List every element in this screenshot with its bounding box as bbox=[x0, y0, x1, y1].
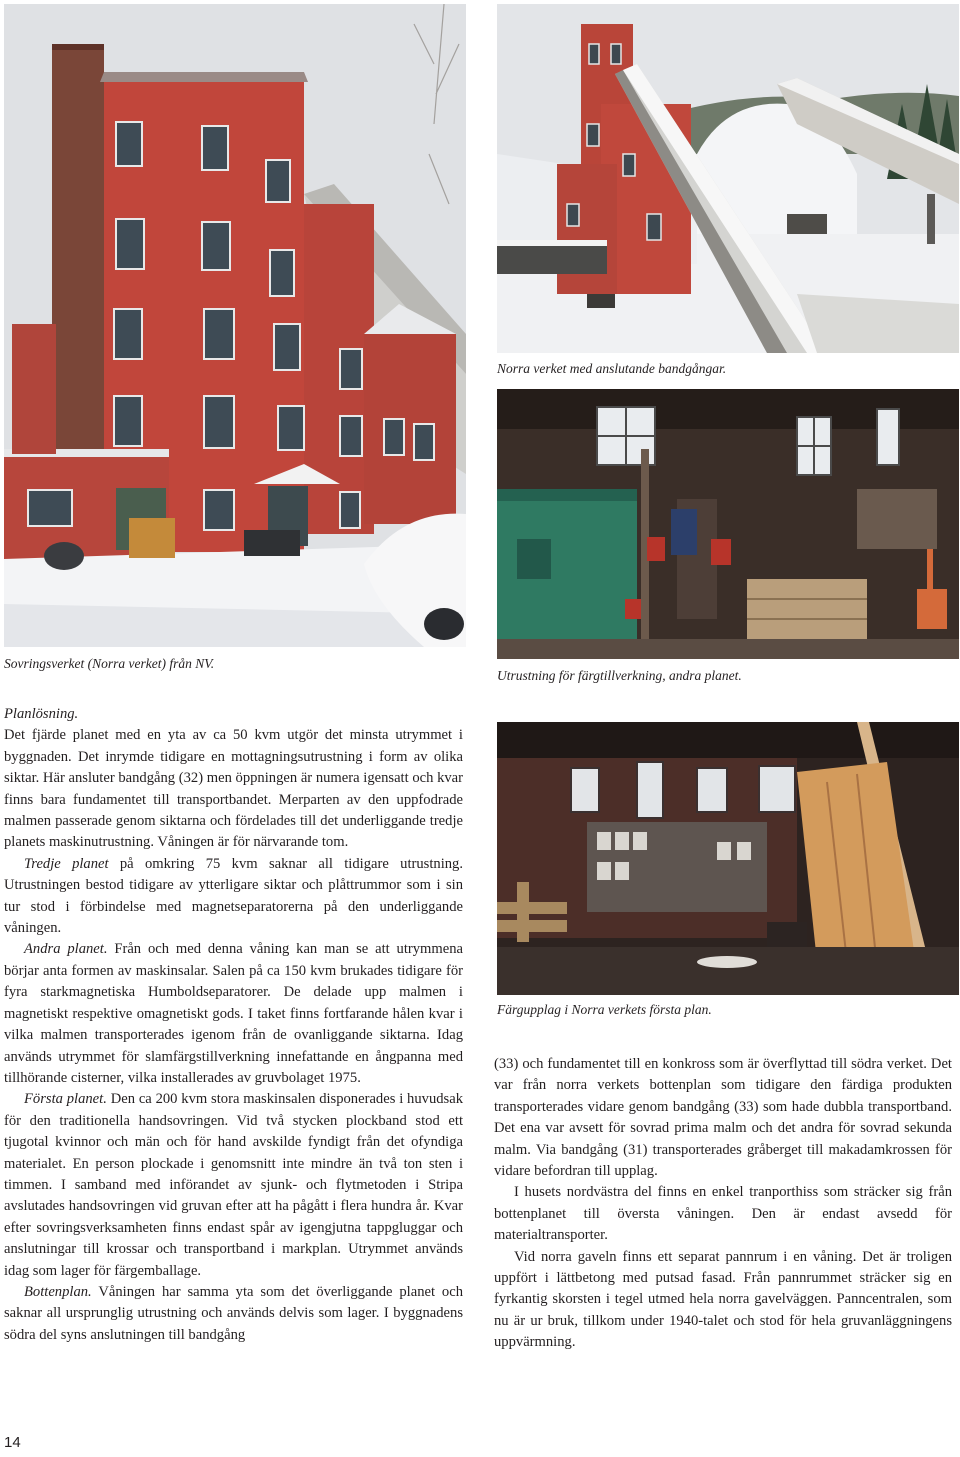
caption-sorting-plant: Sovringsverket (Norra verket) från NV. bbox=[4, 656, 215, 671]
paragraph-conveyor-33: (33) och fundamentet till en konkross som är överflyttad till södra verket. Det var från norra verkets bottenplan som tidigare den färdiga produkten transporterades vidare genom bandgång (33) som hade dubbla transportband. Det ena var avsett för sovrad prima malm och det andra för sovrad sekunda malm. Via bandgång (31) transporterades gråberget till makadamkrossen för vidare befordran till upplag. bbox=[494, 1056, 952, 1180]
paragraph-second-floor bbox=[4, 939, 463, 1089]
second-floor-text: Från och med denna våning kan man se att utrymmena börjar anta formen av maskinsalar. Salen på ca 150 kvm brukades tidigare för fyra starkmagnetiska Humboldseparatorer. De delade upp malmen i magnetiskt respektive omagnetiskt gods. I taket finns fortfarande hålen kvar i vilka malmen transporterades igenom från de ovanliggande siktarna. Idag används utrymmet för slamfärgstillverkning innefattande en ångpanna med tillhörande cisterner, vilka installerades av gruvbolaget 1975. bbox=[4, 941, 464, 1086]
first-floor-lead: Första planet. bbox=[24, 1091, 107, 1108]
caption-north-plant: Norra verket med anslutande bandgångar. bbox=[497, 361, 727, 376]
paragraph-ground-floor bbox=[4, 1282, 463, 1346]
left-text-column bbox=[4, 704, 463, 1346]
right-text-column bbox=[494, 1054, 952, 1354]
paragraph-boiler-room: Vid norra gaveln finns ett separat pannrum i en våning. Det är troligen uppfört i lättbetong med putsad fasad. Från pannrummet sträcker sig en fyrkantig skorsten i tegel utmed hela norra gavelväggen. Panncentralen, som nu är ur bruk, tillkom under 1940-talet och stod för hela gruvanläggningens uppvärmning. bbox=[494, 1248, 952, 1351]
caption-equipment: Utrustning för färgtillverkning, andra planet. bbox=[497, 668, 742, 683]
page-number: 14 bbox=[4, 1434, 21, 1451]
third-floor-text: på omkring 75 kvm saknar all tidigare utrustning. Utrustningen bestod tidigare av ytterligare siktar och plåttrummor som i sin tur stod i förbindelse med magnetseparatorerna på den underliggande våningen. bbox=[4, 855, 463, 937]
first-floor-text: Den ca 200 kvm stora maskinsalen disponerades i huvudsak för den traditionella handsovringen. Vid två stycken plockband stod ett tjugotal kvinnor och män och för hand avskilde fyndigt från det ofyndiga materialet. En person plockade i genomsnitt inte mindre än två ton sten i timmen. I samband med införandet av sjunk- och flytmetoden i Stripa avslutades handsovringen vid gruvan efter att ha pågått i flera hundra år. Kvar efter sovringsverksamheten finns endast spår av igengjutna tappgluggar och anslutningar till krossar och transportband i markplan. Utrymmet används idag som lager för färgemballage. bbox=[4, 1091, 463, 1279]
caption-paint-storage: Färgupplag i Norra verkets första plan. bbox=[497, 1002, 712, 1017]
second-floor-lead: Andra planet. bbox=[24, 941, 108, 958]
photo-sorting-plant bbox=[4, 4, 466, 647]
paragraph-first-floor bbox=[4, 1089, 463, 1282]
paragraph-fourth-floor: Det fjärde planet med en yta av ca 50 kvm utgör det minsta utrymmet i byggnaden. Det inrymde tidigare en mottagningsutrustning i form av olika siktar. Här ansluter bandgång (32) men öppningen är numera igensatt och kvar finns bara fundamentet till transportbandet. Merparten av den uppfodrade malmen passerade genom siktarna och fördelades till det underliggande tredje planets maskinutrustning. Våningen är för närvarande tom. bbox=[4, 727, 463, 851]
ground-floor-text: Våningen har samma yta som det överliggande planet och saknar all ursprunglig utrustning och används delvis som lager. I byggnadens södra del syns anslutningen till bandgång bbox=[4, 1283, 463, 1343]
paragraph-lift: I husets nordvästra del finns en enkel tranporthiss som sträcker sig från bottenplanet till översta våningen. Den är endast avsedd för materialtransporter. bbox=[494, 1184, 952, 1244]
third-floor-lead: Tredje planet bbox=[24, 855, 109, 872]
photo-north-plant-conveyors bbox=[497, 4, 959, 353]
ground-floor-lead: Bottenplan. bbox=[24, 1283, 92, 1300]
photo-paint-storage bbox=[497, 722, 959, 995]
photo-paint-equipment bbox=[497, 389, 959, 659]
paragraph-third-floor bbox=[4, 854, 463, 940]
section-heading: Planlösning. bbox=[4, 706, 79, 722]
